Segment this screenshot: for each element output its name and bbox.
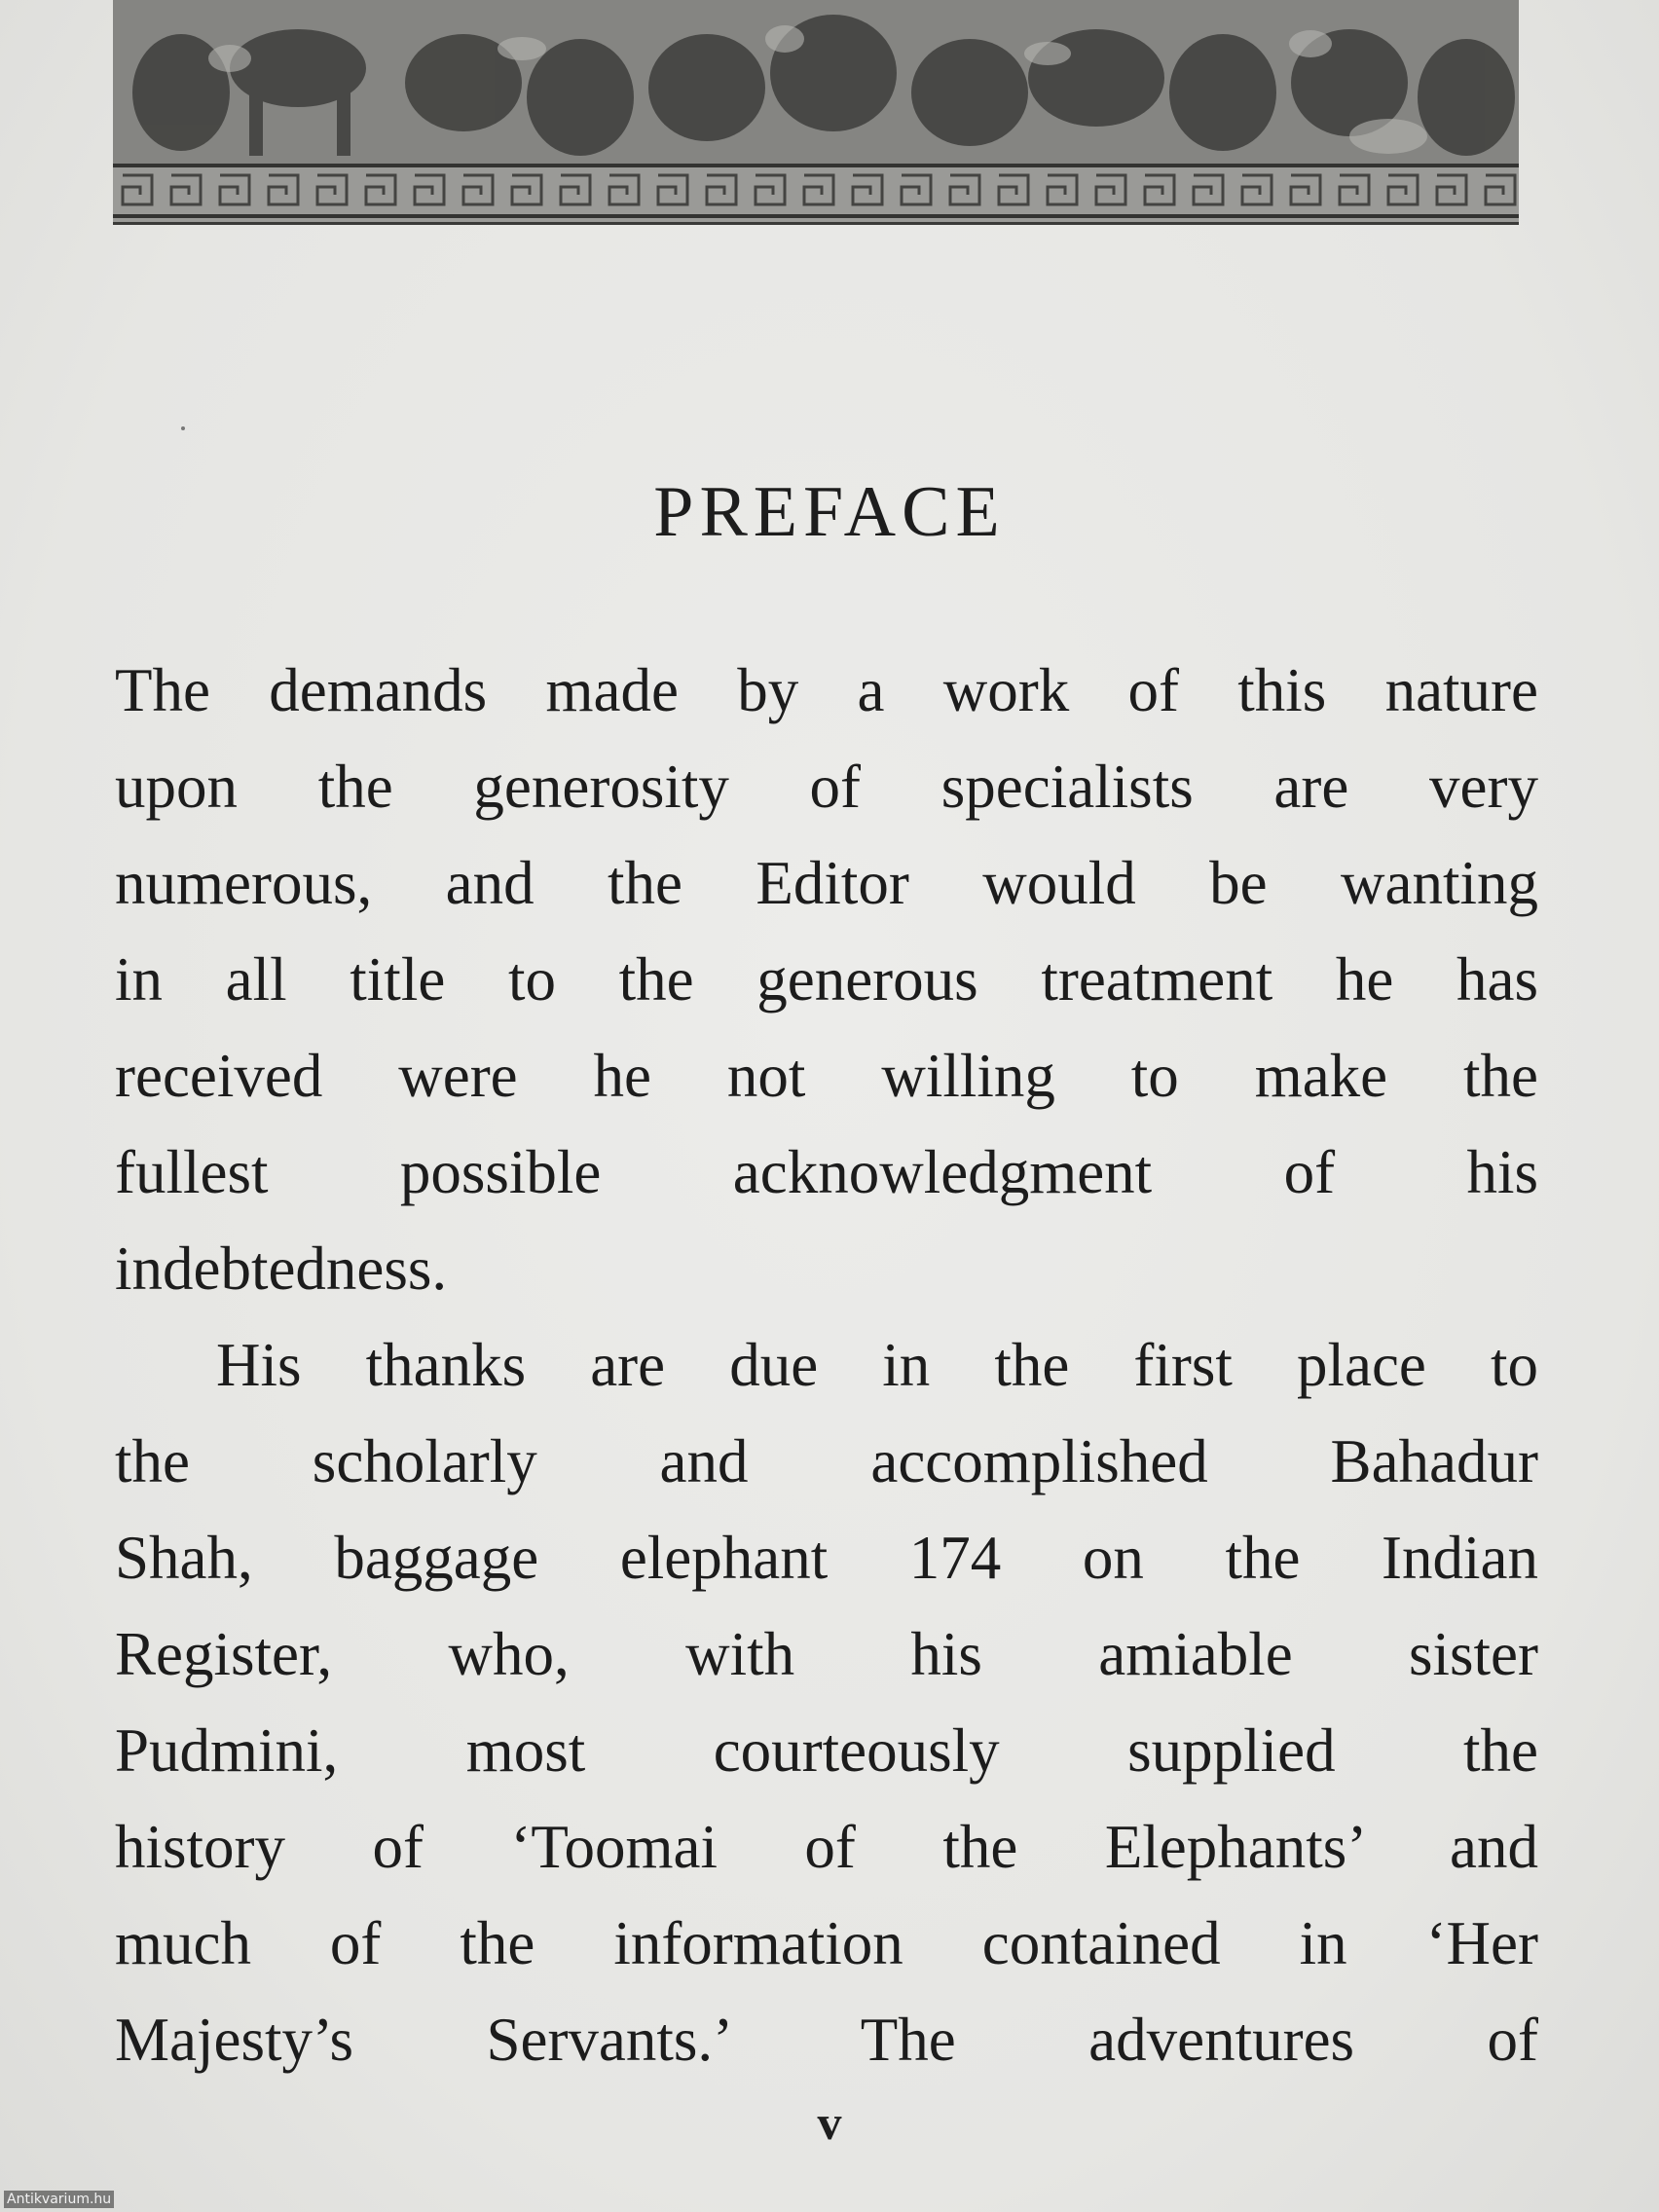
text-line: Majesty’s Servants.’ The adventures of [115,2006,1538,2074]
page-number: v [817,2095,842,2150]
paper-speck [181,426,185,430]
text-line: indebtedness. [115,1235,448,1303]
text-line: upon the generosity of specialists are very [115,753,1538,821]
text-line: in all title to the generous treatment he has [115,945,1538,1014]
text-line: history of ‘Toomai of the Elephants’ and [115,1813,1538,1881]
text-line: much of the information contained in ‘Her [115,1909,1538,1977]
text-line: Pudmini, most courteously supplied the [115,1716,1538,1785]
text-line: Shah, baggage elephant 174 on the Indian [115,1524,1538,1592]
text-line: received were he not willing to make the [115,1042,1538,1110]
text-line: His thanks are due in the first place to [216,1331,1538,1399]
watermark-text: Antikvarium.hu [4,2191,114,2208]
text-line: fullest possible acknowledgment of his [115,1138,1538,1206]
text-line: numerous, and the Editor would be wanting [115,849,1538,917]
text-line: the scholarly and accomplished Bahadur [115,1427,1538,1495]
text-line: Register, who, with his amiable sister [115,1620,1538,1688]
page-title: PREFACE [653,472,1006,552]
decorative-frieze-illustration [113,0,1519,225]
text-line: The demands made by a work of this nature [115,656,1538,724]
preface-body [115,643,1538,2088]
